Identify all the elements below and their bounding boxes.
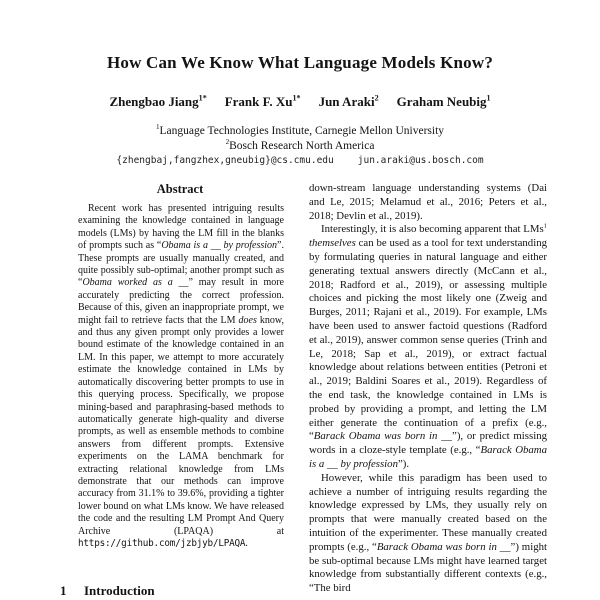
text-run: Obama worked as a __ bbox=[82, 277, 189, 289]
text-run: ”) might be sub-optimal because LMs might have learned target knowledge from substantially different contexts (e.g., “The bird bbox=[309, 540, 547, 595]
abstract-heading: Abstract bbox=[156, 182, 204, 196]
text-run: down-stream language understanding systems (Dai and Le, 2015; Melamud et al., 2016; Peters et al., 2018; Devlin et al., 2019). bbox=[309, 182, 547, 222]
author bbox=[319, 94, 379, 109]
text-run: Recent work has presented intriguing results examining the knowledge contained in language models (LMs) by having the LM fill in the blanks of prompts such as “ bbox=[78, 203, 284, 252]
author-affiliation-marker: 1 bbox=[486, 93, 491, 103]
body-paragraph bbox=[309, 223, 547, 471]
affiliation-line bbox=[0, 124, 600, 139]
text-run: Obama is a __ by profession bbox=[161, 240, 278, 252]
two-column-body bbox=[60, 182, 547, 599]
right-column bbox=[309, 182, 547, 599]
affiliations bbox=[0, 124, 600, 153]
text-run: However, while this paradigm has been used to achieve a number of intriguing results regarding the knowledge expressed by LMs, they usually rely on prompts that were manually created based on the intuition of the experimenter. These manually created prompts (e.g., “ bbox=[309, 471, 547, 553]
text-run: Interestingly, it is also becoming apparent that LMs bbox=[321, 223, 544, 236]
author-name: Frank F. Xu bbox=[224, 94, 293, 109]
text-run: ”), or predict missing words in a cloze-style template (e.g., “ bbox=[309, 430, 547, 457]
section-title: Introduction bbox=[84, 583, 155, 598]
text-run: themselves bbox=[309, 237, 356, 250]
author bbox=[225, 94, 301, 109]
author-affiliation-marker: 1* bbox=[292, 93, 301, 103]
author bbox=[397, 94, 491, 109]
author-name: Jun Araki bbox=[318, 94, 375, 109]
affiliation-text: Language Technologies Institute, Carnegie Mellon University bbox=[159, 125, 445, 137]
affiliation-text: Bosch Research North America bbox=[229, 139, 375, 152]
author-affiliation-marker: 2 bbox=[374, 93, 379, 103]
text-run: ”). bbox=[397, 457, 410, 470]
affiliation-line bbox=[0, 139, 600, 154]
text-run: Barack Obama was born in __ bbox=[376, 540, 511, 553]
email-address: jun.araki@us.bosch.com bbox=[357, 155, 484, 166]
section-heading-introduction bbox=[60, 583, 300, 599]
lpaqa-url-link[interactable]: https://github.com/jzbjyb/LPAQA bbox=[78, 537, 246, 549]
left-column bbox=[60, 182, 300, 599]
affiliation-marker: 1 bbox=[155, 123, 160, 132]
text-run: ” may result in more accurately predicting the correct profession. Because of this, given an inappropriate prompt, we might fail to retrieve facts that the LM bbox=[78, 277, 284, 326]
text-run: ”. These prompts are usually manually created, and quite possibly sub-optimal; another prompt such as “ bbox=[78, 240, 284, 289]
text-run: know, and thus any given prompt only provides a lower bound estimate of the knowledge contained in an LM. In this paper, we attempt to more accurately estimate the knowledge contained in LMs by automatically discovering better prompts to use in this querying process. Specifically, we propose mining-based and paraphrasing-based methods to automatically generate high-quality and diverse prompts, as well as ensemble methods to combine answers from different prompts. Extensive experiments on the LAMA benchmark for extracting relational knowledge from LMs demonstrate that our methods can improve accuracy from 31.1% to 39.6%, providing a tighter lower bound on what LMs know. We have released the code and the resulting LM Prompt And Query Archive (LPAQA) at bbox=[78, 314, 284, 537]
text-run: . bbox=[245, 537, 248, 549]
affiliation-marker: 2 bbox=[225, 137, 230, 146]
text-run: can be used as a tool for text understanding by formulating queries in natural language and either generating textual answers directly (McCann et al., 2018; Radford et al., 2019), or assessing multiple choices and picking the most likely one (Zweig and Burges, 2011; Rajani et al., 2019). For example, LMs have been used to answer factoid questions (Radford et al., 2019), answer common sense queries (Trinh and Le, 2018; Sap et al., 2019), or extract factual knowledge about relations between entities (Petroni et al., 2019; Baldini Soares et al., 2019). Regardless of the end task, the knowledge contained in LMs is probed by providing a prompt, and letting the LM either generate the continuation of a prefix (e.g., “ bbox=[309, 237, 547, 443]
email-address: {zhengbaj,fangzhex,gneubig}@cs.cmu.edu bbox=[116, 155, 334, 166]
text-run: Barack Obama is a __ by profession bbox=[309, 444, 547, 470]
body-paragraph bbox=[309, 472, 547, 596]
abstract-text bbox=[78, 203, 284, 571]
author-line bbox=[0, 94, 600, 110]
section-number: 1 bbox=[60, 583, 67, 598]
footnote-marker: 1 bbox=[543, 222, 547, 230]
text-run: does bbox=[238, 314, 257, 326]
email-line bbox=[0, 155, 600, 166]
author-name: Graham Neubig bbox=[396, 94, 487, 109]
author-affiliation-marker: 1* bbox=[198, 93, 207, 103]
author bbox=[109, 94, 206, 109]
author-name: Zhengbao Jiang bbox=[109, 94, 199, 109]
body-paragraph bbox=[309, 182, 547, 223]
text-run: Barack Obama was born in __ bbox=[313, 430, 453, 443]
paper-title: How Can We Know What Language Models Know? bbox=[106, 53, 494, 72]
